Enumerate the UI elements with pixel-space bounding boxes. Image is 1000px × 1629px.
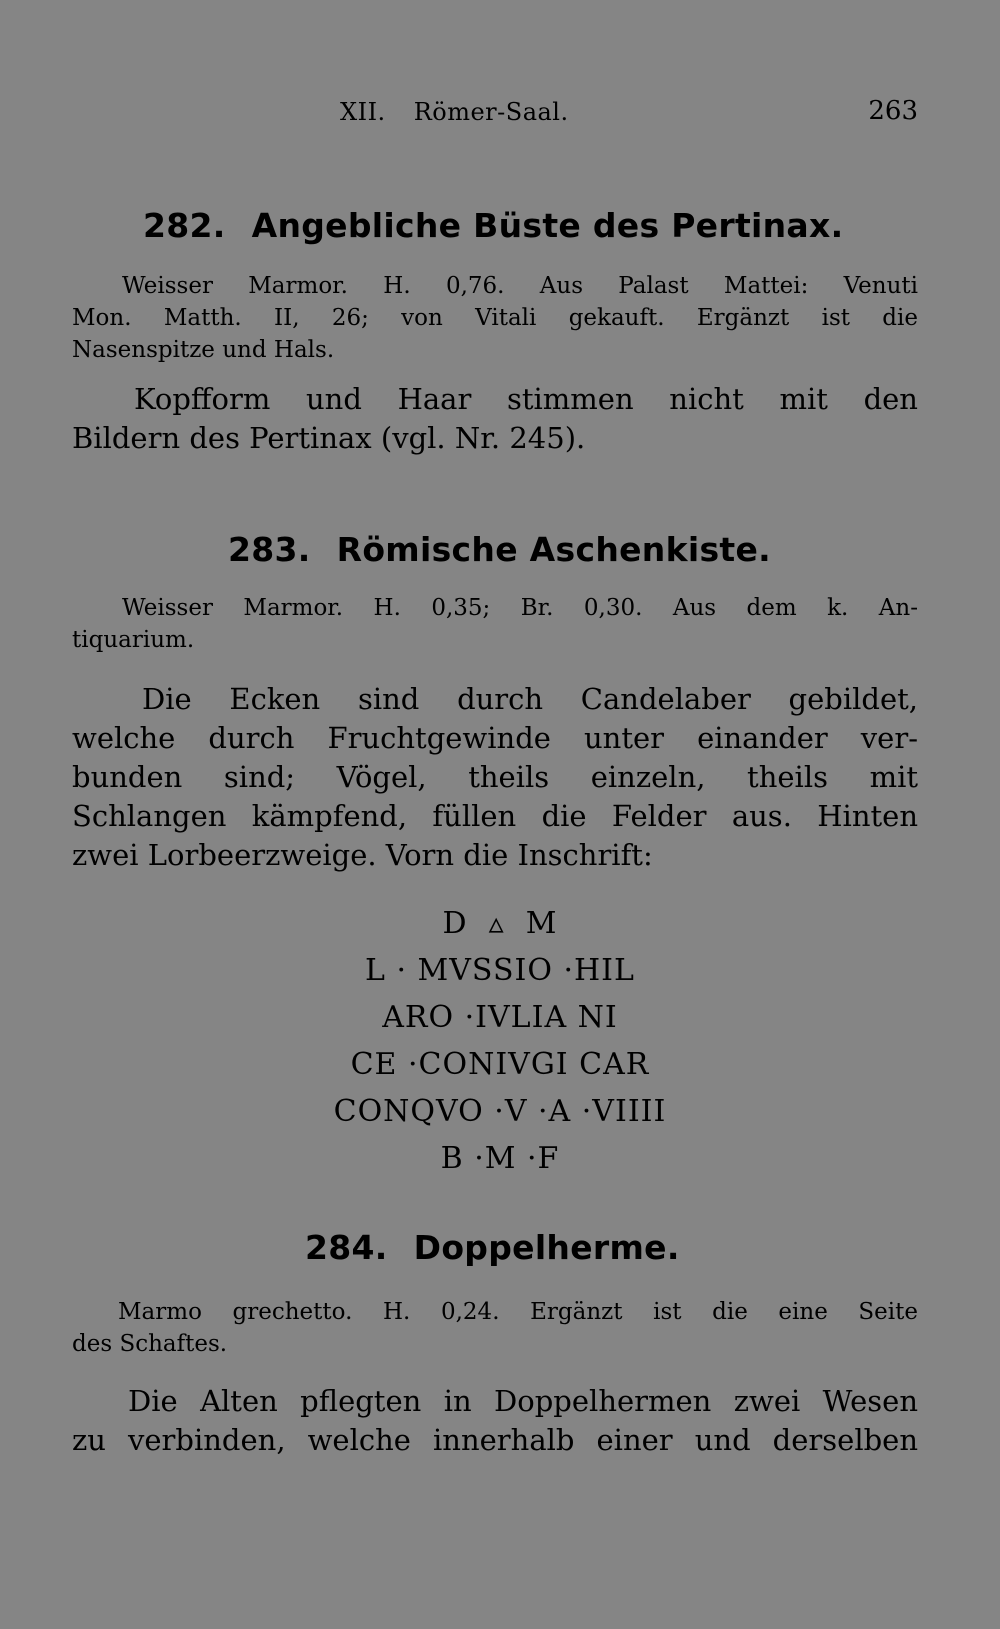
entry-title-282 <box>143 206 843 245</box>
body-line: bunden sind; Vögel, theils einzeln, theils mit <box>72 760 918 794</box>
body-line: zu verbinden, welche innerhalb einer und derselben <box>72 1423 918 1457</box>
meta-line: des Schaftes. <box>72 1331 228 1357</box>
body-line: Die Alten pflegten in Doppelhermen zwei Wesen <box>128 1384 918 1418</box>
meta-line: Mon. Matth. II, 26; von Vitali gekauft. Ergänzt ist die <box>72 305 918 331</box>
running-head <box>340 98 569 126</box>
entry-number: 284. <box>305 1228 388 1267</box>
body-line: Schlangen kämpfend, füllen die Felder aus. Hinten <box>72 799 918 833</box>
entry-meta-284 <box>72 1296 918 1360</box>
body-line: Kopfform und Haar stimmen nicht mit den <box>134 382 918 416</box>
inscription-line: CONQVO ·V ·A ·VIIII <box>333 1094 667 1129</box>
body-line: welche durch Fruchtgewinde unter einander ver- <box>72 721 918 755</box>
inscription-line: ARO ·IVLIA NI <box>382 1000 618 1035</box>
room-name: Römer-Saal. <box>413 98 569 126</box>
entry-title-284 <box>305 1228 680 1267</box>
entry-meta-283 <box>72 592 918 656</box>
inscription-line: CE ·CONIVGI CAR <box>350 1047 650 1082</box>
inscription-line: B ·M ·F <box>440 1141 560 1176</box>
body-line: Die Ecken sind durch Candelaber gebildet, <box>142 682 918 716</box>
entry-body-283 <box>72 680 918 875</box>
entry-title-283 <box>228 530 771 569</box>
entry-number: 283. <box>228 530 311 569</box>
inscription-line: L · MVSSIO ·HIL <box>365 953 635 988</box>
inscription-line: D ▵ M <box>442 906 558 941</box>
entry-meta-282 <box>72 270 918 366</box>
entry-heading: Angebliche Büste des Pertinax. <box>251 206 844 245</box>
meta-line: Weisser Marmor. H. 0,76. Aus Palast Mattei: Venuti <box>122 273 918 299</box>
meta-line: Weisser Marmor. H. 0,35; Br. 0,30. Aus dem k. An- <box>122 595 918 621</box>
body-line: Bildern des Pertinax (vgl. Nr. 245). <box>72 421 586 455</box>
entry-body-282 <box>72 380 918 458</box>
meta-line: Nasenspitze und Hals. <box>72 337 335 363</box>
meta-line: tiquarium. <box>72 627 195 653</box>
entry-heading: Doppelherme. <box>413 1228 680 1267</box>
section-number: XII. <box>340 98 386 126</box>
entry-body-284 <box>72 1382 918 1460</box>
page-number: 263 <box>868 96 918 126</box>
inscription <box>0 900 1000 1182</box>
entry-number: 282. <box>143 206 226 245</box>
meta-line: Marmo grechetto. H. 0,24. Ergänzt ist die eine Seite <box>118 1299 918 1325</box>
body-line: zwei Lorbeerzweige. Vorn die Inschrift: <box>72 838 653 872</box>
entry-heading: Römische Aschenkiste. <box>336 530 771 569</box>
